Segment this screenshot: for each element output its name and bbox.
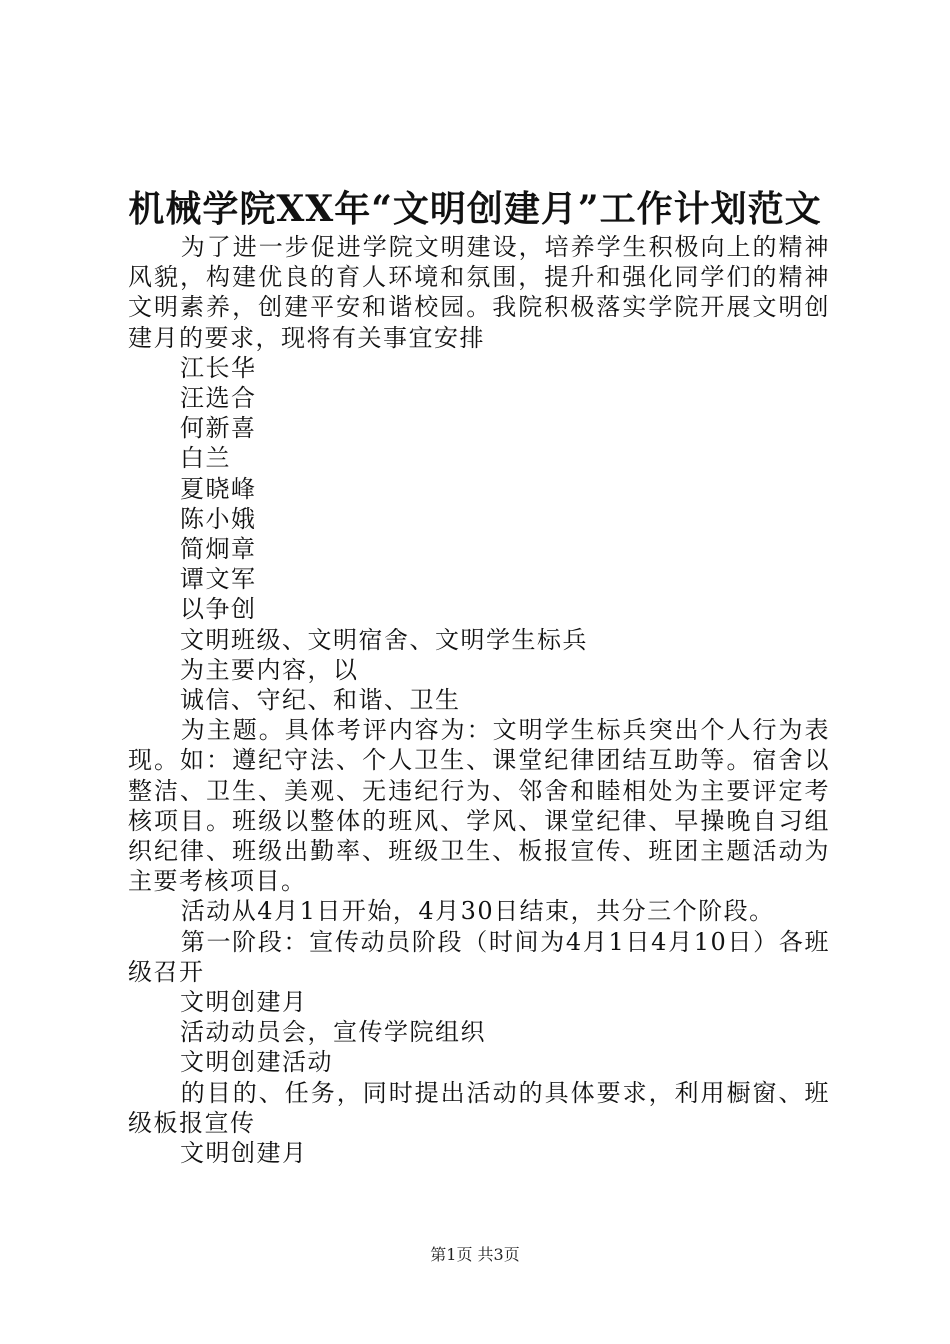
paragraph: 以争创 [180,595,257,624]
paragraph: 谭文军 [180,565,257,594]
paragraph: 白兰 [180,444,231,473]
paragraph: 为主要内容，以 [180,655,359,684]
paragraph: 简炯章 [180,535,257,564]
paragraph: 夏晓峰 [180,474,257,503]
paragraph: 何新喜 [180,414,257,443]
paragraph: 文明创建活动 [180,1048,333,1077]
paragraph: 活动从4月1日开始，4月30日结束，共分三个阶段。 [180,897,775,926]
paragraph: 为主题。具体考评内容为：文明学生标兵突出个人行为表现。如：遵纪守法、个人卫生、课堂纪律团结互助等。宿舍以整洁、卫生、美观、无违纪行为、邻舍和睦相处为主要评定考核项目。班级以整体的班风、学风、课堂纪律、早操晚自习组织纪律、班级出勤率、班级卫生、板报宣传、班团主题活动为主要考核项目。 [128,716,830,896]
document-title: 机械学院XX年“文明创建月”工作计划范文 [128,188,822,230]
paragraph: 文明班级、文明宿舍、文明学生标兵 [180,625,588,654]
document-body [128,232,830,1168]
paragraph: 为了进一步促进学院文明建设，培养学生积极向上的精神风貌，构建优良的育人环境和氛围，提升和强化同学们的精神文明素养，创建平安和谐校园。我院积极落实学院开展文明创建月的要求，现将有关事宜安排 [128,233,830,352]
paragraph: 文明创建月 [180,988,308,1017]
page-footer: 第1页 共3页 [430,1245,520,1264]
paragraph: 汪选合 [180,384,257,413]
paragraph: 江长华 [180,353,257,382]
paragraph: 第一阶段：宣传动员阶段（时间为4月1日4月10日）各班级召开 [128,927,830,986]
paragraph: 文明创建月 [180,1139,308,1168]
paragraph: 诚信、守纪、和谐、卫生 [180,686,461,715]
paragraph: 的目的、任务，同时提出活动的具体要求，利用橱窗、班级板报宣传 [128,1078,830,1137]
paragraph: 活动动员会，宣传学院组织 [180,1018,486,1047]
paragraph: 陈小娥 [180,504,257,533]
